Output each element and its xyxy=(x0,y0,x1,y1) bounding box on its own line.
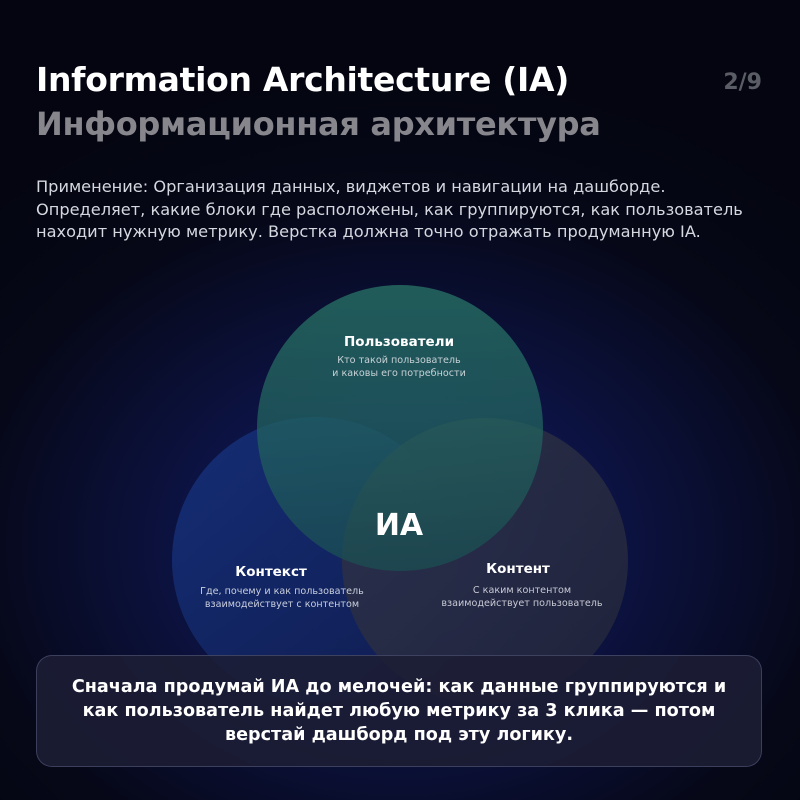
content-description-line2: взаимодействует пользователь xyxy=(441,598,603,609)
context-description-line1: Где, почему и как пользователь xyxy=(200,586,364,597)
description-text: Применение: Организация данных, виджетов и навигации на дашборде. Определяет, какие блоки где расположены, как группируются, как пользователь находит нужную метрику. Верстка должна точно отражать продуманную IA. xyxy=(36,177,743,241)
users-title: Пользователи xyxy=(343,334,455,350)
content-description-line1: С каким контентом xyxy=(472,585,572,596)
callout-box xyxy=(36,655,762,767)
context-title: Контекст xyxy=(235,564,307,580)
callout-text: Сначала продумай ИА до мелочей: как данные группируются и как пользователь найдет любую метрику за 3 клика — потом верстай дашборд под эту логику. xyxy=(71,677,727,745)
users-description-line1: Кто такой пользователь xyxy=(337,355,461,366)
page-counter: 2/9 xyxy=(723,70,762,95)
page-subtitle: Информационная архитектура xyxy=(36,105,601,143)
venn-center-label: ИА xyxy=(374,508,424,543)
page-title: Information Architecture (IA) xyxy=(36,60,570,99)
context-description-line2: взаимодействует с контентом xyxy=(204,599,360,610)
users-description-line2: и каковы его потребности xyxy=(332,368,466,379)
content-title: Контент xyxy=(486,561,550,577)
